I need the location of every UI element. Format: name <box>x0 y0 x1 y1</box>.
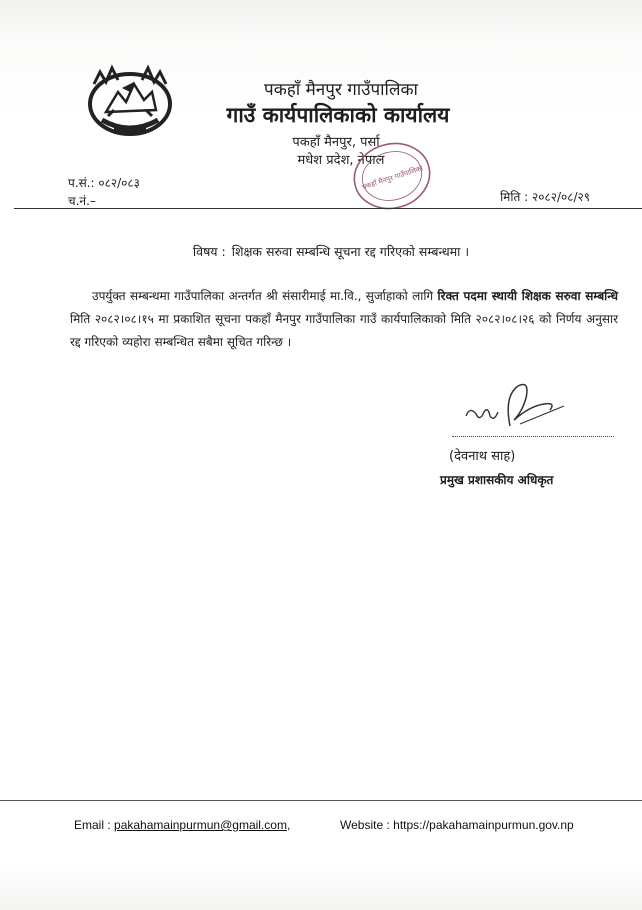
body-part-1: उपर्युक्त सम्बन्धमा गाउँपालिका अन्तर्गत श्री संसारीमाई मा.वि., सुर्जाहाको लागि <box>92 289 434 303</box>
office-province: मधेश प्रदेश, नेपाल <box>297 153 385 168</box>
subject-line <box>0 243 642 260</box>
reference-number: प.सं.: ०८२/०८३ <box>68 176 140 190</box>
signature-mark <box>460 376 570 440</box>
header-divider <box>14 208 642 209</box>
website-label: Website : <box>340 818 390 832</box>
email-link[interactable]: pakahamainpurmun@gmail.com <box>114 818 287 832</box>
office-title: गाउँ कार्यपालिकाको कार्यालय <box>226 103 450 127</box>
office-address: पकहाँ मैनपुर, पर्सा <box>292 135 380 150</box>
body-bold-1: रिक्त पदमा स्थायी शिक्षक सरुवा सम्बन्धि <box>437 289 618 303</box>
email-separator: , <box>286 818 291 832</box>
signatory-name: (देवनाथ साह) <box>449 449 516 464</box>
notice-body <box>70 285 618 354</box>
subject-text: शिक्षक सरुवा सम्बन्धि सूचना रद्द गरिएको सम्बन्धमा । <box>231 244 470 259</box>
dispatch-number: च.नं.– <box>68 194 96 208</box>
footer-website <box>340 818 574 832</box>
subject-label: विषय : <box>192 244 226 259</box>
stamp-text: पकहाँ मैनपुर गाउँपालिका <box>361 164 424 192</box>
footer-divider <box>0 800 642 801</box>
letter-date: मिति : २०८२/०८/२९ <box>500 190 590 204</box>
signatory-title: प्रमुख प्रशासकीय अधिकृत <box>440 473 554 487</box>
email-label: Email : <box>74 818 111 832</box>
municipality-name: पकहाँ मैनपुर गाउँपालिका <box>264 80 418 100</box>
website-link[interactable]: https://pakahamainpurmun.gov.np <box>393 818 574 832</box>
office-stamp <box>350 140 434 212</box>
signature-line <box>452 436 614 437</box>
body-part-2: मिति २०८२।०८।१५ मा प्रकाशित सूचना पकहाँ मैनपुर गाउँपालिका गाउँ कार्यपालिकाको मिति २०८२।०८।२६ को निर्णय अनुसार रद्द गरिएको व्यहोरा सम्बन्धित सबैमा सूचित गरिन्छ । <box>70 312 618 349</box>
footer-email <box>74 818 290 832</box>
